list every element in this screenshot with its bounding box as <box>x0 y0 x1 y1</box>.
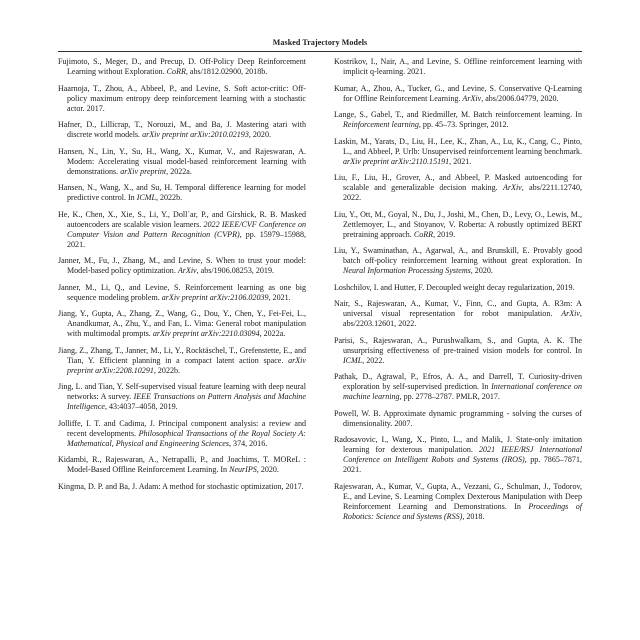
running-title: Masked Trajectory Models <box>272 38 368 47</box>
reference-entry: Powell, W. B. Approximate dynamic programming - solving the curses of dimensionality. 2007. <box>334 408 582 428</box>
reference-entry: Kostrikov, I., Nair, A., and Levine, S. Offline reinforcement learning with implicit q-learning. 2021. <box>334 57 582 76</box>
reference-entry: Kingma, D. P. and Ba, J. Adam: A method for stochastic optimization, 2017. <box>58 481 304 491</box>
reference-entry: Nair, S., Rajeswaran, A., Kumar, V., Finn, C., and Gupta, A. R3m: A universal visual representation for robot manipulation. ArXiv, abs/2203.12601, 2022. <box>334 299 582 328</box>
reference-entry: He, K., Chen, X., Xie, S., Li, Y., Doll´ar, P., and Girshick, R. B. Masked autoencoders are scalable vision learners. 2022 IEEE/CVF Conference on Computer Vision and Pattern Recognition (CVPR), pp. 15979–15988, 2021. <box>58 209 306 249</box>
reference-entry: Haarnoja, T., Zhou, A., Abbeel, P., and Levine, S. Soft actor-critic: Off-policy maximum entropy deep reinforcement learning with a stochastic actor. 2017. <box>58 83 306 113</box>
reference-entry: Parisi, S., Rajeswaran, A., Purushwalkam, S., and Gupta, A. K. The unsurprising effectiveness of pre-trained vision models for control. In ICML, 2022. <box>334 335 582 365</box>
reference-entry: Kidambi, R., Rajeswaran, A., Netrapalli, P., and Joachims, T. MOReL : Model-Based Offline Reinforcement Learning. In NeurIPS, 2020. <box>58 455 306 474</box>
reference-entry: Hansen, N., Wang, X., and Su, H. Temporal difference learning for model predictive control. In ICML, 2022b. <box>58 183 306 202</box>
reference-entry: Janner, M., Fu, J., Zhang, M., and Levine, S. When to trust your model: Model-based policy optimization. ArXiv, abs/1906.08253, 2019. <box>58 256 306 275</box>
reference-entry: Pathak, D., Agrawal, P., Efros, A. A., and Darrell, T. Curiosity-driven exploration by self-supervised prediction. In International conference on machine learning, pp. 2778–2787. PMLR, 2017. <box>334 372 582 401</box>
reference-entry: Hansen, N., Lin, Y., Su, H., Wang, X., Kumar, V., and Rajeswaran, A. Modem: Accelerating visual model-based reinforcement learning with demonstrations. arXiv preprint, 2022a. <box>58 146 306 176</box>
reference-entry: Loshchilov, I. and Hutter, F. Decoupled weight decay regularization, 2019. <box>334 282 575 292</box>
reference-entry: Rajeswaran, A., Kumar, V., Gupta, A., Vezzani, G., Schulman, J., Todorov, E., and Levine, S. Learning Complex Dexterous Manipulation with Deep Reinforcement Learning and Demonstrations. In Proceedings of Robotics: Science and Systems (RSS), 2018. <box>334 481 582 521</box>
reference-entry: Jolliffe, I. T. and Cadima, J. Principal component analysis: a review and recent developments. Philosophical Transactions of the Royal Society A: Mathematical, Physical and Engineering Sciences, 374, 2016. <box>58 418 306 448</box>
reference-entry: Jiang, Z., Zhang, T., Janner, M., Li, Y., Rocktäschel, T., Grefenstette, E., and Tian, Y. Efficient planning in a compact latent action space. arXiv preprint arXiv:2208.10291, 2022b. <box>58 345 306 375</box>
reference-entry: Jing, L. and Tian, Y. Self-supervised visual feature learning with deep neural networks: A survey. IEEE Transactions on Pattern Analysis and Machine Intelligence, 43:4037–4058, 2019. <box>58 382 306 411</box>
reference-entry: Radosavovic, I., Wang, X., Pinto, L., and Malik, J. State-only imitation learning for dexterous manipulation. 2021 IEEE/RSJ International Conference on Intelligent Robots and Systems (IROS), pp. 7865–7871, 2021. <box>334 435 582 474</box>
reference-entry: Liu, Y., Ott, M., Goyal, N., Du, J., Joshi, M., Chen, D., Levy, O., Lewis, M., Zettlemoyer, L., and Stoyanov, V. Roberta: A robustly optimized BERT pretraining approach. CoRR, 2019. <box>334 209 582 239</box>
reference-entry: Janner, M., Li, Q., and Levine, S. Reinforcement learning as one big sequence modeling problem. arXiv preprint arXiv:2106.02039, 2021. <box>58 282 306 302</box>
reference-entry: Laskin, M., Yarats, D., Liu, H., Lee, K., Zhan, A., Lu, K., Cang, C., Pinto, L., and Abbeel, P. Urlb: Unsupervised reinforcement learning benchmark. arXiv preprint arXiv:2110.15191, 2021. <box>334 136 582 166</box>
reference-entry: Liu, F., Liu, H., Grover, A., and Abbeel, P. Masked autoencoding for scalable and generalizable decision making. ArXiv, abs/2211.12740, 2022. <box>334 173 582 202</box>
reference-entry: Lange, S., Gabel, T., and Riedmiller, M. Batch reinforcement learning. In Reinforcement learning, pp. 45–73. Springer, 2012. <box>334 110 582 129</box>
references-right-column <box>334 57 582 528</box>
reference-entry: Liu, Y., Swaminathan, A., Agarwal, A., and Brunskill, E. Provably good batch off-policy reinforcement learning without great exploration. In Neural Information Processing Systems, 2020. <box>334 246 582 275</box>
reference-entry: Fujimoto, S., Meger, D., and Precup, D. Off-Policy Deep Reinforcement Learning without Exploration. CoRR, abs/1812.02900, 2018b. <box>58 57 306 76</box>
reference-entry: Jiang, Y., Gupta, A., Zhang, Z., Wang, G., Dou, Y., Chen, Y., Fei-Fei, L., Anandkumar, A., Zhu, Y., and Fan, L. Vima: General robot manipulation with multimodal prompts. arXiv preprint arXiv:2210.03094, 2022a. <box>58 309 306 338</box>
reference-entry: Kumar, A., Zhou, A., Tucker, G., and Levine, S. Conservative Q-Learning for Offline Reinforcement Learning. ArXiv, abs/2006.04779, 2020. <box>334 83 582 103</box>
header-rule <box>58 51 582 52</box>
references-left-column <box>58 57 306 498</box>
reference-entry: Hafner, D., Lillicrap, T., Norouzi, M., and Ba, J. Mastering atari with discrete world models. arXiv preprint arXiv:2010.02193, 2020. <box>58 120 306 139</box>
